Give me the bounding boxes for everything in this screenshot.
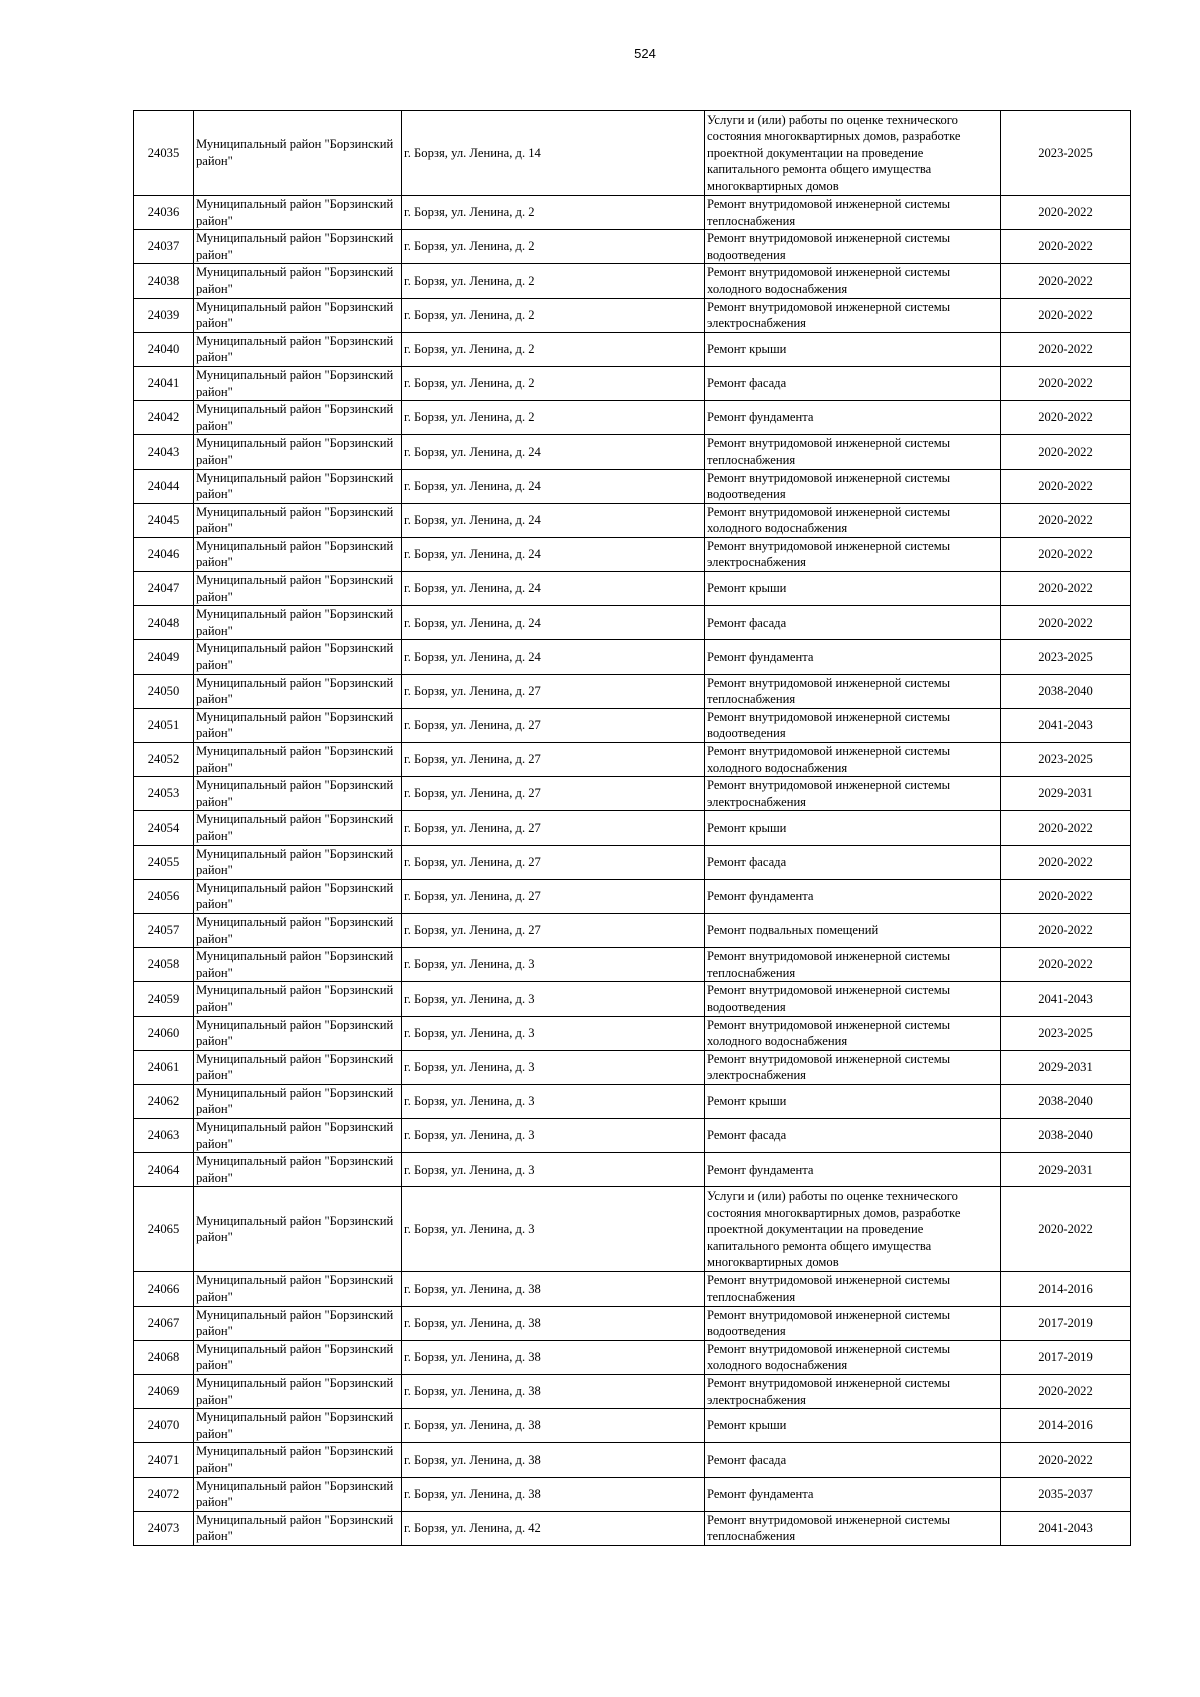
row-number-cell: 24066 [134, 1272, 194, 1306]
row-number-cell: 24057 [134, 913, 194, 947]
table-row [134, 1187, 1131, 1272]
municipality-cell: Муниципальный район "Борзинский район" [194, 401, 402, 435]
municipality-cell: Муниципальный район "Борзинский район" [194, 1187, 402, 1272]
address-cell: г. Борзя, ул. Ленина, д. 24 [402, 537, 705, 571]
table-row [134, 948, 1131, 982]
period-cell: 2023-2025 [1001, 640, 1131, 674]
municipality-cell: Муниципальный район "Борзинский район" [194, 366, 402, 400]
table-row [134, 743, 1131, 777]
period-cell: 2023-2025 [1001, 1016, 1131, 1050]
address-cell: г. Борзя, ул. Ленина, д. 27 [402, 913, 705, 947]
row-number-cell: 24040 [134, 332, 194, 366]
table-row [134, 1375, 1131, 1409]
municipality-cell: Муниципальный район "Борзинский район" [194, 196, 402, 230]
municipality-cell: Муниципальный район "Борзинский район" [194, 1375, 402, 1409]
municipality-cell: Муниципальный район "Борзинский район" [194, 230, 402, 264]
municipality-cell: Муниципальный район "Борзинский район" [194, 1272, 402, 1306]
row-number-cell: 24050 [134, 674, 194, 708]
address-cell: г. Борзя, ул. Ленина, д. 42 [402, 1511, 705, 1545]
address-cell: г. Борзя, ул. Ленина, д. 27 [402, 879, 705, 913]
table-row [134, 469, 1131, 503]
row-number-cell: 24058 [134, 948, 194, 982]
period-cell: 2014-2016 [1001, 1272, 1131, 1306]
row-number-cell: 24038 [134, 264, 194, 298]
work-type-cell: Ремонт крыши [705, 811, 1001, 845]
work-type-cell: Ремонт фасада [705, 1443, 1001, 1477]
municipality-cell: Муниципальный район "Борзинский район" [194, 1119, 402, 1153]
address-cell: г. Борзя, ул. Ленина, д. 27 [402, 777, 705, 811]
period-cell: 2020-2022 [1001, 435, 1131, 469]
period-cell: 2029-2031 [1001, 1153, 1131, 1187]
period-cell: 2020-2022 [1001, 845, 1131, 879]
period-cell: 2020-2022 [1001, 537, 1131, 571]
table-row [134, 1409, 1131, 1443]
address-cell: г. Борзя, ул. Ленина, д. 24 [402, 503, 705, 537]
period-cell: 2020-2022 [1001, 1187, 1131, 1272]
work-type-cell: Ремонт фасада [705, 606, 1001, 640]
municipality-cell: Муниципальный район "Борзинский район" [194, 572, 402, 606]
address-cell: г. Борзя, ул. Ленина, д. 24 [402, 606, 705, 640]
table-row [134, 298, 1131, 332]
period-cell: 2035-2037 [1001, 1477, 1131, 1511]
work-type-cell: Ремонт фасада [705, 1119, 1001, 1153]
work-type-cell: Ремонт крыши [705, 1084, 1001, 1118]
period-cell: 2020-2022 [1001, 572, 1131, 606]
work-type-cell: Ремонт фундамента [705, 640, 1001, 674]
period-cell: 2014-2016 [1001, 1409, 1131, 1443]
work-type-cell: Ремонт фундамента [705, 1153, 1001, 1187]
row-number-cell: 24043 [134, 435, 194, 469]
municipality-cell: Муниципальный район "Борзинский район" [194, 1016, 402, 1050]
table-row [134, 1050, 1131, 1084]
municipality-cell: Муниципальный район "Борзинский район" [194, 913, 402, 947]
work-type-cell: Услуги и (или) работы по оценке технического состояния многоквартирных домов, разработке проектной документации на проведение капитального ремонта общего имущества многоквартирных домов [705, 1187, 1001, 1272]
municipality-cell: Муниципальный район "Борзинский район" [194, 1477, 402, 1511]
address-cell: г. Борзя, ул. Ленина, д. 2 [402, 401, 705, 435]
period-cell: 2020-2022 [1001, 366, 1131, 400]
table-row [134, 1477, 1131, 1511]
period-cell: 2023-2025 [1001, 743, 1131, 777]
municipality-cell: Муниципальный район "Борзинский район" [194, 537, 402, 571]
row-number-cell: 24035 [134, 111, 194, 196]
address-cell: г. Борзя, ул. Ленина, д. 3 [402, 1084, 705, 1118]
period-cell: 2038-2040 [1001, 1119, 1131, 1153]
municipality-cell: Муниципальный район "Борзинский район" [194, 1443, 402, 1477]
row-number-cell: 24063 [134, 1119, 194, 1153]
row-number-cell: 24056 [134, 879, 194, 913]
work-type-cell: Ремонт фасада [705, 845, 1001, 879]
address-cell: г. Борзя, ул. Ленина, д. 27 [402, 743, 705, 777]
row-number-cell: 24047 [134, 572, 194, 606]
table-row [134, 982, 1131, 1016]
address-cell: г. Борзя, ул. Ленина, д. 24 [402, 640, 705, 674]
municipality-cell: Муниципальный район "Борзинский район" [194, 1084, 402, 1118]
address-cell: г. Борзя, ул. Ленина, д. 27 [402, 708, 705, 742]
address-cell: г. Борзя, ул. Ленина, д. 3 [402, 1016, 705, 1050]
period-cell: 2017-2019 [1001, 1340, 1131, 1374]
municipality-cell: Муниципальный район "Борзинский район" [194, 640, 402, 674]
address-cell: г. Борзя, ул. Ленина, д. 3 [402, 1119, 705, 1153]
row-number-cell: 24048 [134, 606, 194, 640]
work-type-cell: Ремонт внутридомовой инженерной системы водоотведения [705, 230, 1001, 264]
municipality-cell: Муниципальный район "Борзинский район" [194, 1153, 402, 1187]
period-cell: 2020-2022 [1001, 196, 1131, 230]
municipality-cell: Муниципальный район "Борзинский район" [194, 948, 402, 982]
row-number-cell: 24051 [134, 708, 194, 742]
table-row [134, 1119, 1131, 1153]
address-cell: г. Борзя, ул. Ленина, д. 38 [402, 1375, 705, 1409]
period-cell: 2020-2022 [1001, 913, 1131, 947]
row-number-cell: 24039 [134, 298, 194, 332]
period-cell: 2023-2025 [1001, 111, 1131, 196]
municipality-cell: Муниципальный район "Борзинский район" [194, 435, 402, 469]
municipality-cell: Муниципальный район "Борзинский район" [194, 1409, 402, 1443]
period-cell: 2041-2043 [1001, 708, 1131, 742]
row-number-cell: 24064 [134, 1153, 194, 1187]
row-number-cell: 24069 [134, 1375, 194, 1409]
address-cell: г. Борзя, ул. Ленина, д. 2 [402, 230, 705, 264]
row-number-cell: 24054 [134, 811, 194, 845]
row-number-cell: 24061 [134, 1050, 194, 1084]
work-type-cell: Ремонт внутридомовой инженерной системы теплоснабжения [705, 1272, 1001, 1306]
period-cell: 2020-2022 [1001, 811, 1131, 845]
address-cell: г. Борзя, ул. Ленина, д. 38 [402, 1477, 705, 1511]
period-cell: 2020-2022 [1001, 503, 1131, 537]
table-row [134, 1511, 1131, 1545]
period-cell: 2020-2022 [1001, 230, 1131, 264]
row-number-cell: 24044 [134, 469, 194, 503]
municipality-cell: Муниципальный район "Борзинский район" [194, 708, 402, 742]
address-cell: г. Борзя, ул. Ленина, д. 38 [402, 1443, 705, 1477]
row-number-cell: 24072 [134, 1477, 194, 1511]
address-cell: г. Борзя, ул. Ленина, д. 2 [402, 264, 705, 298]
period-cell: 2041-2043 [1001, 1511, 1131, 1545]
period-cell: 2017-2019 [1001, 1306, 1131, 1340]
address-cell: г. Борзя, ул. Ленина, д. 27 [402, 845, 705, 879]
municipality-cell: Муниципальный район "Борзинский район" [194, 111, 402, 196]
table-row [134, 811, 1131, 845]
municipality-cell: Муниципальный район "Борзинский район" [194, 777, 402, 811]
work-type-cell: Услуги и (или) работы по оценке технического состояния многоквартирных домов, разработке проектной документации на проведение капитального ремонта общего имущества многоквартирных домов [705, 111, 1001, 196]
address-cell: г. Борзя, ул. Ленина, д. 2 [402, 332, 705, 366]
table-row [134, 1306, 1131, 1340]
work-type-cell: Ремонт внутридомовой инженерной системы холодного водоснабжения [705, 1016, 1001, 1050]
address-cell: г. Борзя, ул. Ленина, д. 3 [402, 948, 705, 982]
table-row [134, 435, 1131, 469]
municipality-cell: Муниципальный район "Борзинский район" [194, 674, 402, 708]
work-type-cell: Ремонт фундамента [705, 1477, 1001, 1511]
row-number-cell: 24052 [134, 743, 194, 777]
work-type-cell: Ремонт фасада [705, 366, 1001, 400]
work-type-cell: Ремонт внутридомовой инженерной системы холодного водоснабжения [705, 264, 1001, 298]
municipality-cell: Муниципальный район "Борзинский район" [194, 1511, 402, 1545]
table-row [134, 708, 1131, 742]
row-number-cell: 24068 [134, 1340, 194, 1374]
address-cell: г. Борзя, ул. Ленина, д. 3 [402, 1187, 705, 1272]
address-cell: г. Борзя, ул. Ленина, д. 3 [402, 1153, 705, 1187]
municipality-cell: Муниципальный район "Борзинский район" [194, 845, 402, 879]
table-row [134, 332, 1131, 366]
municipality-cell: Муниципальный район "Борзинский район" [194, 469, 402, 503]
period-cell: 2029-2031 [1001, 1050, 1131, 1084]
table-row [134, 572, 1131, 606]
work-type-cell: Ремонт внутридомовой инженерной системы холодного водоснабжения [705, 1340, 1001, 1374]
period-cell: 2029-2031 [1001, 777, 1131, 811]
work-type-cell: Ремонт крыши [705, 1409, 1001, 1443]
work-type-cell: Ремонт внутридомовой инженерной системы водоотведения [705, 1306, 1001, 1340]
period-cell: 2020-2022 [1001, 332, 1131, 366]
work-type-cell: Ремонт внутридомовой инженерной системы холодного водоснабжения [705, 743, 1001, 777]
row-number-cell: 24037 [134, 230, 194, 264]
row-number-cell: 24070 [134, 1409, 194, 1443]
table-row [134, 196, 1131, 230]
municipality-cell: Муниципальный район "Борзинский район" [194, 606, 402, 640]
row-number-cell: 24067 [134, 1306, 194, 1340]
row-number-cell: 24060 [134, 1016, 194, 1050]
table-row [134, 845, 1131, 879]
municipality-cell: Муниципальный район "Борзинский район" [194, 1050, 402, 1084]
row-number-cell: 24071 [134, 1443, 194, 1477]
work-type-cell: Ремонт внутридомовой инженерной системы электроснабжения [705, 298, 1001, 332]
municipality-cell: Муниципальный район "Борзинский район" [194, 879, 402, 913]
table-row [134, 1084, 1131, 1118]
work-type-cell: Ремонт внутридомовой инженерной системы холодного водоснабжения [705, 503, 1001, 537]
table-row [134, 674, 1131, 708]
municipality-cell: Муниципальный район "Борзинский район" [194, 298, 402, 332]
table-row [134, 537, 1131, 571]
row-number-cell: 24055 [134, 845, 194, 879]
address-cell: г. Борзя, ул. Ленина, д. 38 [402, 1409, 705, 1443]
period-cell: 2020-2022 [1001, 401, 1131, 435]
work-type-cell: Ремонт подвальных помещений [705, 913, 1001, 947]
address-cell: г. Борзя, ул. Ленина, д. 27 [402, 674, 705, 708]
work-type-cell: Ремонт крыши [705, 572, 1001, 606]
row-number-cell: 24073 [134, 1511, 194, 1545]
table-row [134, 1153, 1131, 1187]
address-cell: г. Борзя, ул. Ленина, д. 38 [402, 1306, 705, 1340]
table-row [134, 777, 1131, 811]
period-cell: 2020-2022 [1001, 298, 1131, 332]
address-cell: г. Борзя, ул. Ленина, д. 24 [402, 435, 705, 469]
address-cell: г. Борзя, ул. Ленина, д. 27 [402, 811, 705, 845]
row-number-cell: 24053 [134, 777, 194, 811]
row-number-cell: 24059 [134, 982, 194, 1016]
table-row [134, 1016, 1131, 1050]
table-row [134, 401, 1131, 435]
work-type-cell: Ремонт внутридомовой инженерной системы теплоснабжения [705, 674, 1001, 708]
table-row [134, 230, 1131, 264]
work-type-cell: Ремонт внутридомовой инженерной системы теплоснабжения [705, 948, 1001, 982]
address-cell: г. Борзя, ул. Ленина, д. 3 [402, 982, 705, 1016]
table-row [134, 264, 1131, 298]
row-number-cell: 24065 [134, 1187, 194, 1272]
period-cell: 2041-2043 [1001, 982, 1131, 1016]
table-row [134, 503, 1131, 537]
table-row [134, 1272, 1131, 1306]
work-type-cell: Ремонт внутридомовой инженерной системы электроснабжения [705, 537, 1001, 571]
period-cell: 2020-2022 [1001, 606, 1131, 640]
table-row [134, 1443, 1131, 1477]
work-type-cell: Ремонт внутридомовой инженерной системы электроснабжения [705, 1375, 1001, 1409]
municipality-cell: Муниципальный район "Борзинский район" [194, 1340, 402, 1374]
work-type-cell: Ремонт внутридомовой инженерной системы теплоснабжения [705, 1511, 1001, 1545]
table-row [134, 111, 1131, 196]
table-row [134, 640, 1131, 674]
municipality-cell: Муниципальный район "Борзинский район" [194, 811, 402, 845]
repair-schedule-table [133, 110, 1131, 1546]
municipality-cell: Муниципальный район "Борзинский район" [194, 743, 402, 777]
address-cell: г. Борзя, ул. Ленина, д. 38 [402, 1272, 705, 1306]
table-row [134, 1340, 1131, 1374]
municipality-cell: Муниципальный район "Борзинский район" [194, 264, 402, 298]
table-row [134, 913, 1131, 947]
page-number: 524 [634, 46, 656, 61]
period-cell: 2038-2040 [1001, 1084, 1131, 1118]
municipality-cell: Муниципальный район "Борзинский район" [194, 982, 402, 1016]
address-cell: г. Борзя, ул. Ленина, д. 2 [402, 298, 705, 332]
period-cell: 2020-2022 [1001, 948, 1131, 982]
row-number-cell: 24049 [134, 640, 194, 674]
address-cell: г. Борзя, ул. Ленина, д. 24 [402, 469, 705, 503]
address-cell: г. Борзя, ул. Ленина, д. 38 [402, 1340, 705, 1374]
address-cell: г. Борзя, ул. Ленина, д. 24 [402, 572, 705, 606]
row-number-cell: 24046 [134, 537, 194, 571]
row-number-cell: 24062 [134, 1084, 194, 1118]
work-type-cell: Ремонт внутридомовой инженерной системы теплоснабжения [705, 435, 1001, 469]
municipality-cell: Муниципальный район "Борзинский район" [194, 503, 402, 537]
work-type-cell: Ремонт внутридомовой инженерной системы электроснабжения [705, 777, 1001, 811]
table-body [134, 111, 1131, 1546]
address-cell: г. Борзя, ул. Ленина, д. 3 [402, 1050, 705, 1084]
work-type-cell: Ремонт внутридомовой инженерной системы электроснабжения [705, 1050, 1001, 1084]
work-type-cell: Ремонт внутридомовой инженерной системы водоотведения [705, 708, 1001, 742]
row-number-cell: 24042 [134, 401, 194, 435]
period-cell: 2038-2040 [1001, 674, 1131, 708]
period-cell: 2020-2022 [1001, 1375, 1131, 1409]
work-type-cell: Ремонт внутридомовой инженерной системы водоотведения [705, 469, 1001, 503]
period-cell: 2020-2022 [1001, 879, 1131, 913]
address-cell: г. Борзя, ул. Ленина, д. 2 [402, 366, 705, 400]
municipality-cell: Муниципальный район "Борзинский район" [194, 332, 402, 366]
work-type-cell: Ремонт фундамента [705, 879, 1001, 913]
table-row [134, 879, 1131, 913]
table-row [134, 606, 1131, 640]
address-cell: г. Борзя, ул. Ленина, д. 2 [402, 196, 705, 230]
work-type-cell: Ремонт внутридомовой инженерной системы теплоснабжения [705, 196, 1001, 230]
municipality-cell: Муниципальный район "Борзинский район" [194, 1306, 402, 1340]
table-row [134, 366, 1131, 400]
work-type-cell: Ремонт крыши [705, 332, 1001, 366]
row-number-cell: 24045 [134, 503, 194, 537]
address-cell: г. Борзя, ул. Ленина, д. 14 [402, 111, 705, 196]
period-cell: 2020-2022 [1001, 1443, 1131, 1477]
row-number-cell: 24036 [134, 196, 194, 230]
period-cell: 2020-2022 [1001, 469, 1131, 503]
row-number-cell: 24041 [134, 366, 194, 400]
period-cell: 2020-2022 [1001, 264, 1131, 298]
work-type-cell: Ремонт фундамента [705, 401, 1001, 435]
work-type-cell: Ремонт внутридомовой инженерной системы водоотведения [705, 982, 1001, 1016]
